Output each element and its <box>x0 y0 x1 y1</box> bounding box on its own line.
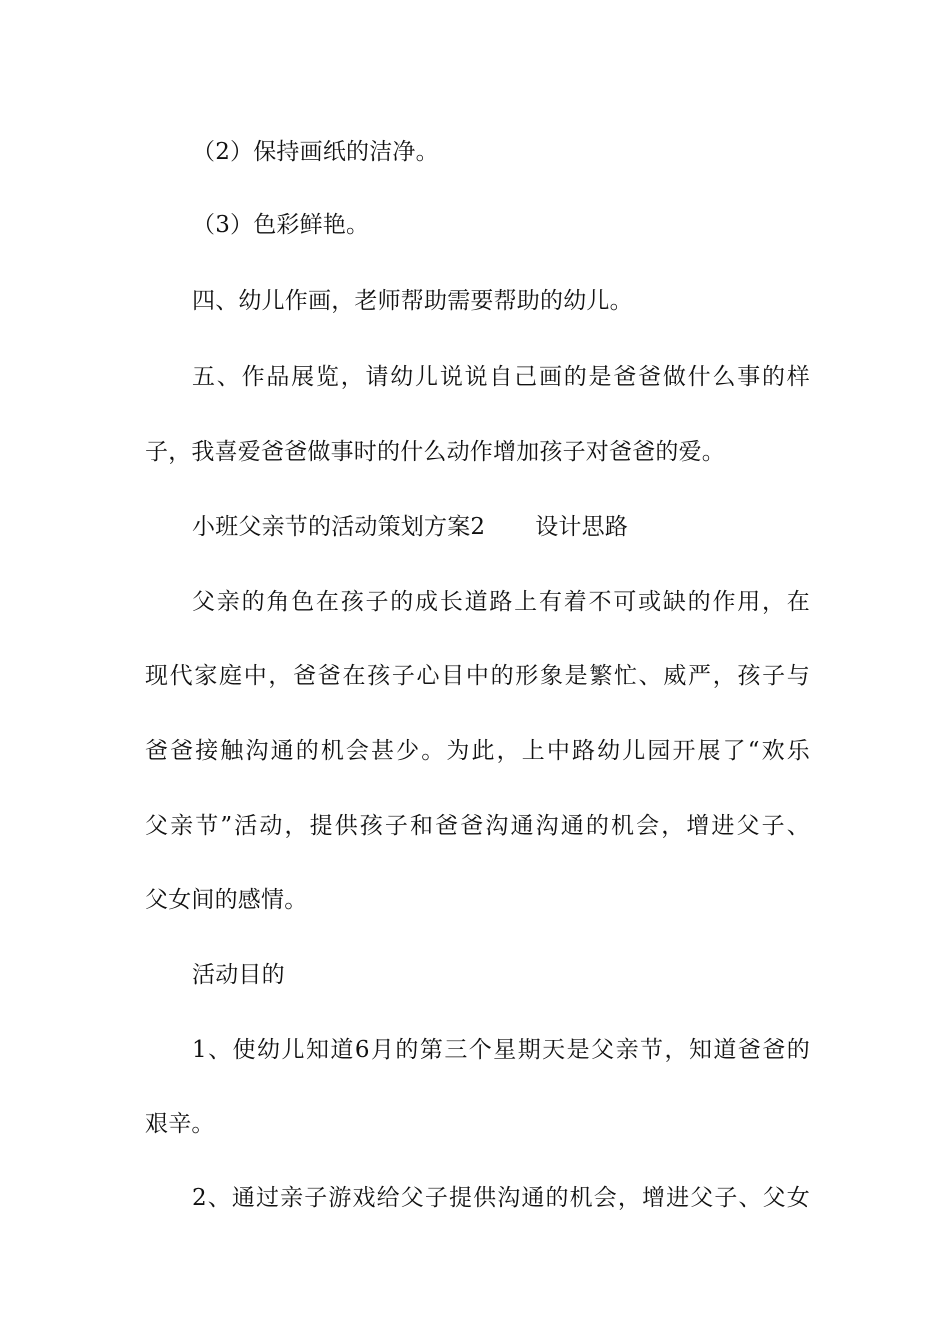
paragraph-line: 1、使幼儿知道6月的第三个星期天是父亲节，知道爸爸的 <box>192 1037 810 1063</box>
paragraph-line: 五、作品展览，请幼儿说说自己画的是爸爸做什么事的样 <box>192 364 810 390</box>
paragraph-line: 现代家庭中，爸爸在孩子心目中的形象是繁忙、威严，孩子与 <box>145 663 810 689</box>
paragraph-line: （3）色彩鲜艳。 <box>192 212 370 238</box>
subsection-title: 设计思路 <box>535 514 629 540</box>
paragraph-line: 父亲节”活动，提供孩子和爸爸沟通沟通的机会，增进父子、 <box>145 813 810 839</box>
section-heading-line <box>145 507 810 547</box>
paragraph-line: 父女间的感情。 <box>145 887 308 913</box>
paragraph-line: 父亲的角色在孩子的成长道路上有着不可或缺的作用，在 <box>192 589 810 615</box>
section-title: 小班父亲节的活动策划方案2 <box>192 514 486 540</box>
paragraph-line: 四、幼儿作画，老师帮助需要帮助的幼儿。 <box>192 288 633 314</box>
paragraph-line: 2、通过亲子游戏给父子提供沟通的机会，增进父子、父女 <box>192 1185 810 1211</box>
paragraph-line: （2）保持画纸的洁净。 <box>192 139 439 165</box>
paragraph-line: 爸爸接触沟通的机会甚少。为此，上中路幼儿园开展了“欢乐 <box>145 738 810 764</box>
paragraph-line: 子，我喜爱爸爸做事时的什么动作增加孩子对爸爸的爱。 <box>145 439 725 465</box>
section-heading: 活动目的 <box>192 962 285 988</box>
paragraph-line: 艰辛。 <box>145 1111 215 1137</box>
